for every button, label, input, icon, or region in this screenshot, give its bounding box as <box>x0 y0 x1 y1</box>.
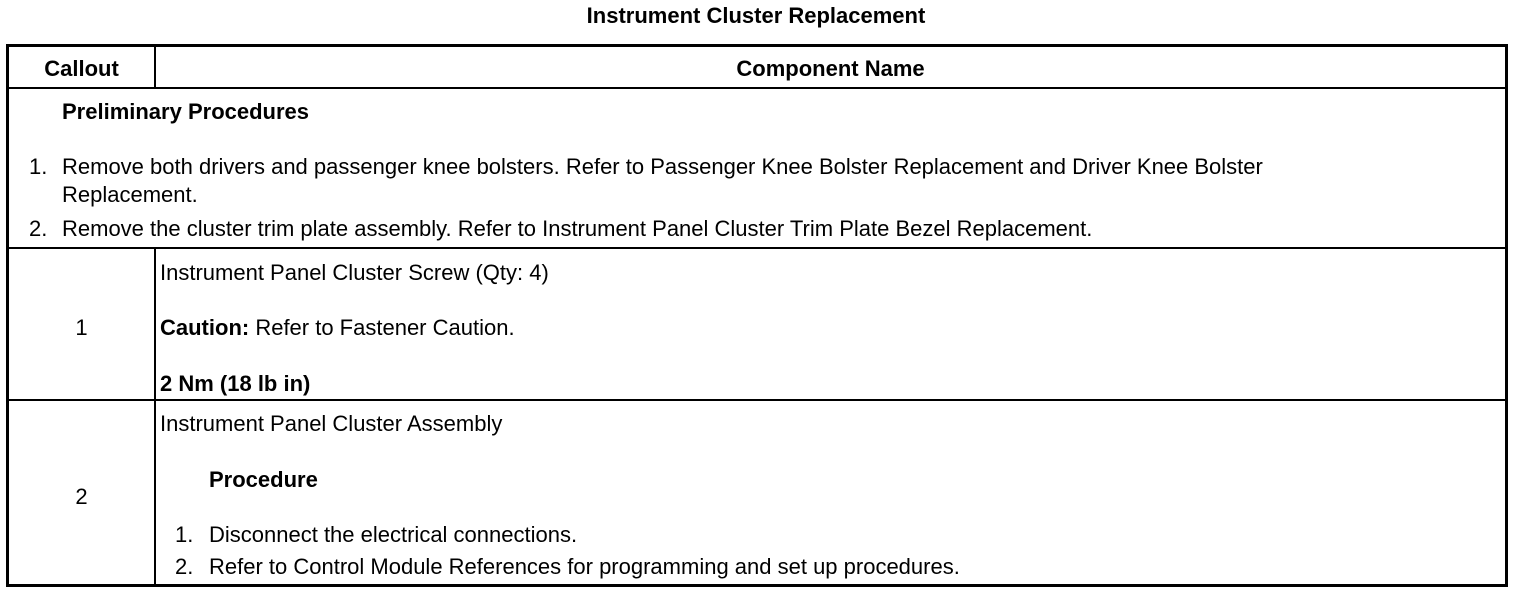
step-text: Refer to Control Module References for programming and set up procedures. <box>209 554 960 579</box>
preliminary-heading: Preliminary Procedures <box>62 99 310 124</box>
header-callout: Callout <box>44 56 119 81</box>
step-text: Remove both drivers and passenger knee bolsters. Refer to Passenger Knee Bolster Replacement and Driver Knee Bolster <box>62 154 1263 179</box>
page-title: Instrument Cluster Replacement <box>586 3 926 28</box>
step-number: 2. <box>29 216 48 241</box>
step-number: 1. <box>29 154 48 179</box>
instrument-cluster-table <box>6 44 1508 587</box>
caution-text: Refer to Fastener Caution. <box>249 315 515 340</box>
step-text: Remove the cluster trim plate assembly. Refer to Instrument Panel Cluster Trim Plate Bezel Replacement. <box>62 216 1093 241</box>
step-number: 2. <box>175 554 194 579</box>
procedure-heading: Procedure <box>209 467 318 492</box>
header-divider <box>9 87 1505 89</box>
preliminary-divider <box>9 247 1505 249</box>
step-text-continued: Replacement. <box>62 182 198 207</box>
callout-number: 2 <box>75 484 88 509</box>
step-text: Disconnect the electrical connections. <box>209 522 578 547</box>
callout-number: 1 <box>75 315 88 340</box>
component-name: Instrument Panel Cluster Screw (Qty: 4) <box>160 260 549 285</box>
row-divider <box>9 399 1505 401</box>
column-divider-body <box>154 248 156 584</box>
step-number: 1. <box>175 522 194 547</box>
caution-label: Caution: <box>160 315 250 340</box>
component-name: Instrument Panel Cluster Assembly <box>160 411 503 436</box>
header-component-name: Component Name <box>736 56 925 81</box>
caution-note <box>160 314 515 342</box>
torque-spec: 2 Nm (18 lb in) <box>160 371 311 396</box>
